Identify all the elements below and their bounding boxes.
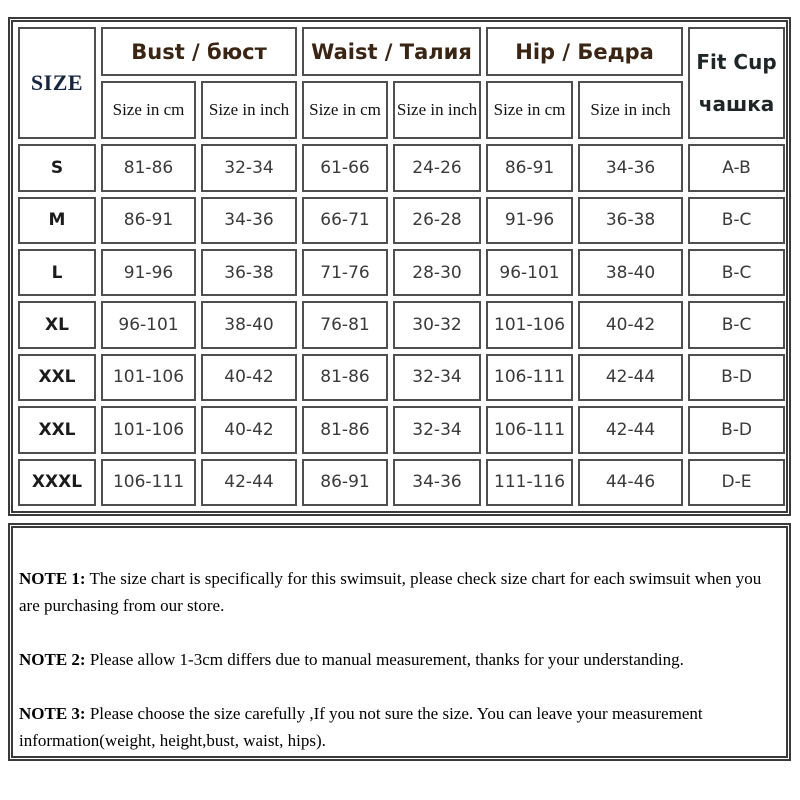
waist-inch-value: 34-36 [393,459,481,507]
fit-cup-header [688,27,785,139]
note-2 [19,646,776,673]
bust-cm-value: 106-111 [101,459,196,507]
hip-cm-value: 106-111 [486,354,573,401]
table-row-l [18,249,785,296]
table-row-xxl-1 [18,354,785,401]
hip-cm-subheader: Size in cm [486,81,573,139]
waist-inch-value: 26-28 [393,197,481,244]
note-1 [19,565,776,619]
note-3-text: Please choose the size carefully ,If you not sure the size. You can leave your measurement information(weight, height,bust, waist, hips). [19,704,703,750]
table-row-xl [18,301,785,348]
note-1-text: The size chart is specifically for this swimsuit, please check size chart for each swimsuit when you are purchasing from our store. [19,569,762,615]
hip-cm-value: 101-106 [486,301,573,348]
bust-cm-subheader: Size in cm [101,81,196,139]
bust-inch-value: 40-42 [201,354,297,401]
waist-inch-value: 28-30 [393,249,481,296]
group-header-row [18,27,785,76]
bust-inch-value: 36-38 [201,249,297,296]
bust-cm-value: 91-96 [101,249,196,296]
note-2-label: NOTE 2: [19,650,86,669]
bust-inch-value: 38-40 [201,301,297,348]
subheader-row [18,81,785,139]
size-column-header: SIZE [18,27,96,139]
waist-cm-value: 71-76 [302,249,388,296]
waist-cm-value: 81-86 [302,406,388,453]
bust-cm-value: 101-106 [101,406,196,453]
bust-group-header: Bust / бюст [101,27,297,76]
bust-inch-value: 40-42 [201,406,297,453]
waist-cm-value: 76-81 [302,301,388,348]
fit-cup-value: B-C [688,249,785,296]
hip-inch-value: 42-44 [578,354,683,401]
hip-inch-value: 40-42 [578,301,683,348]
bust-inch-value: 42-44 [201,459,297,507]
waist-inch-value: 32-34 [393,406,481,453]
waist-group-header: Waist / Талия [302,27,481,76]
hip-inch-subheader: Size in inch [578,81,683,139]
waist-cm-value: 86-91 [302,459,388,507]
hip-cm-value: 96-101 [486,249,573,296]
bust-inch-subheader: Size in inch [201,81,297,139]
size-label: XXL [18,354,96,401]
table-row-m [18,197,785,244]
fit-cup-value: B-C [688,197,785,244]
waist-cm-value: 81-86 [302,354,388,401]
size-label: M [18,197,96,244]
size-label: XL [18,301,96,348]
fit-cup-value: A-B [688,144,785,191]
waist-inch-value: 30-32 [393,301,481,348]
waist-cm-value: 61-66 [302,144,388,191]
hip-cm-value: 111-116 [486,459,573,507]
fit-cup-header-line2: чашка [698,92,775,117]
note-2-text: Please allow 1-3cm differs due to manual measurement, thanks for your understanding. [85,650,684,669]
waist-inch-subheader: Size in inch [393,81,481,139]
note-3-label: NOTE 3: [19,704,86,723]
hip-inch-value: 44-46 [578,459,683,507]
size-label: XXL [18,406,96,453]
fit-cup-value: B-C [688,301,785,348]
hip-group-header: Hip / Бедра [486,27,683,76]
fit-cup-value: B-D [688,354,785,401]
table-row-xxl-2 [18,406,785,453]
bust-cm-value: 81-86 [101,144,196,191]
hip-cm-value: 91-96 [486,197,573,244]
hip-inch-value: 36-38 [578,197,683,244]
bust-inch-value: 34-36 [201,197,297,244]
fit-cup-value: D-E [688,459,785,507]
bust-cm-value: 101-106 [101,354,196,401]
size-chart-table-container [8,17,791,516]
bust-inch-value: 32-34 [201,144,297,191]
hip-cm-value: 86-91 [486,144,573,191]
hip-inch-value: 38-40 [578,249,683,296]
table-row-s [18,144,785,191]
size-chart-table [13,22,790,511]
waist-cm-value: 66-71 [302,197,388,244]
size-label: XXXL [18,459,96,507]
size-label: S [18,144,96,191]
hip-inch-value: 34-36 [578,144,683,191]
waist-inch-value: 24-26 [393,144,481,191]
bust-cm-value: 86-91 [101,197,196,244]
waist-inch-value: 32-34 [393,354,481,401]
note-1-label: NOTE 1: [19,569,86,588]
waist-cm-subheader: Size in cm [302,81,388,139]
fit-cup-header-line1: Fit Cup [696,50,777,75]
note-3 [19,700,776,754]
fit-cup-value: B-D [688,406,785,453]
bust-cm-value: 96-101 [101,301,196,348]
table-row-xxxl [18,459,785,507]
size-label: L [18,249,96,296]
notes-box [8,523,791,761]
hip-inch-value: 42-44 [578,406,683,453]
hip-cm-value: 106-111 [486,406,573,453]
